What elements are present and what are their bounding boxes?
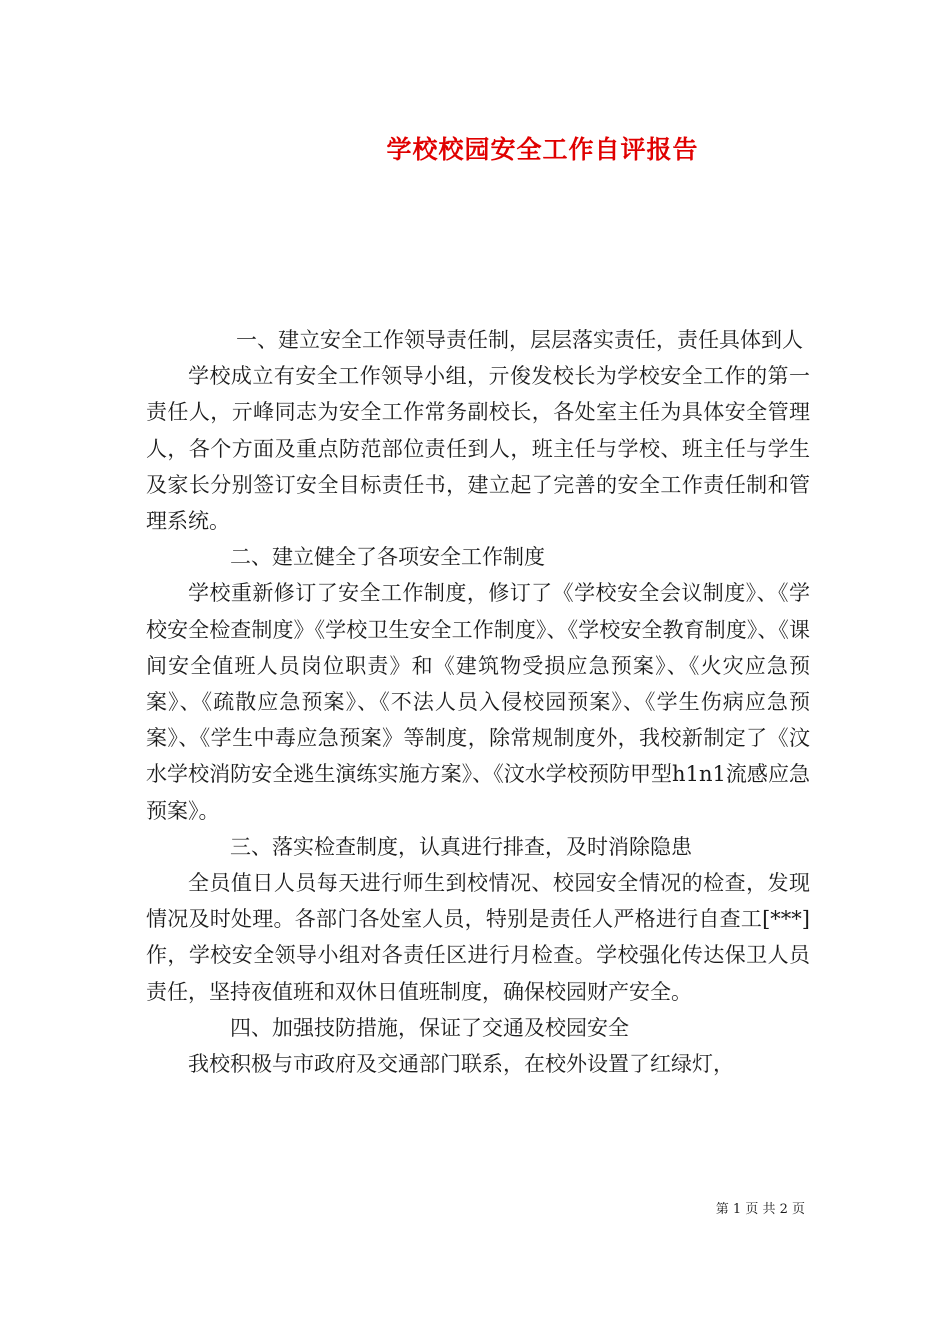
- body-paragraph-2: 学校重新修订了安全工作制度，修订了《学校安全会议制度》、《学校安全检查制度》《学校卫生安全工作制度》、《学校安全教育制度》、《课间安全值班人员岗位职责》和《建筑物受损应急预案》、《火灾应急预案》、《疏散应急预案》、《不法人员入侵校园预案》、《学生伤病应急预案》、《学生中毒应急预案》等制度，除常规制度外，我校新制定了《汶水学校消防安全逃生演练实施方案》、《汶水学校预防甲型h1n1流感应急预案》。: [146, 581, 810, 823]
- page-number-footer: 第 1 页 共 2 页: [715, 1202, 805, 1217]
- section-heading-3: 三、落实检查制度，认真进行排查，及时消除隐患: [230, 834, 692, 859]
- section-heading-4: 四、加强技防措施，保证了交通及校园安全: [230, 1015, 629, 1040]
- body-paragraph-4: 我校积极与市政府及交通部门联系，在校外设置了红绿灯，: [188, 1052, 734, 1077]
- document-body: [146, 322, 810, 1082]
- body-paragraph-3: 全员值日人员每天进行师生到校情况、校园安全情况的检查，发现情况及时处理。各部门各处室人员，特别是责任人严格进行自查工[***]作，学校安全领导小组对各责任区进行月检查。学校强化传达保卫人员责任，坚持夜值班和双休日值班制度，确保校园财产安全。: [146, 871, 810, 1004]
- document-title: 学校校园安全工作自评报告: [386, 135, 699, 164]
- body-paragraph-1: 学校成立有安全工作领导小组，亓俊发校长为学校安全工作的第一责任人，亓峰同志为安全工作常务副校长，各处室主任为具体安全管理人，各个方面及重点防范部位责任到人，班主任与学校、班主任与学生及家长分别签订安全目标责任书，建立起了完善的安全工作责任制和管理系统。: [146, 364, 810, 534]
- section-heading-1: 一、建立安全工作领导责任制，层层落实责任，责任具体到人: [236, 328, 803, 352]
- section-heading-2: 二、建立健全了各项安全工作制度: [230, 545, 545, 570]
